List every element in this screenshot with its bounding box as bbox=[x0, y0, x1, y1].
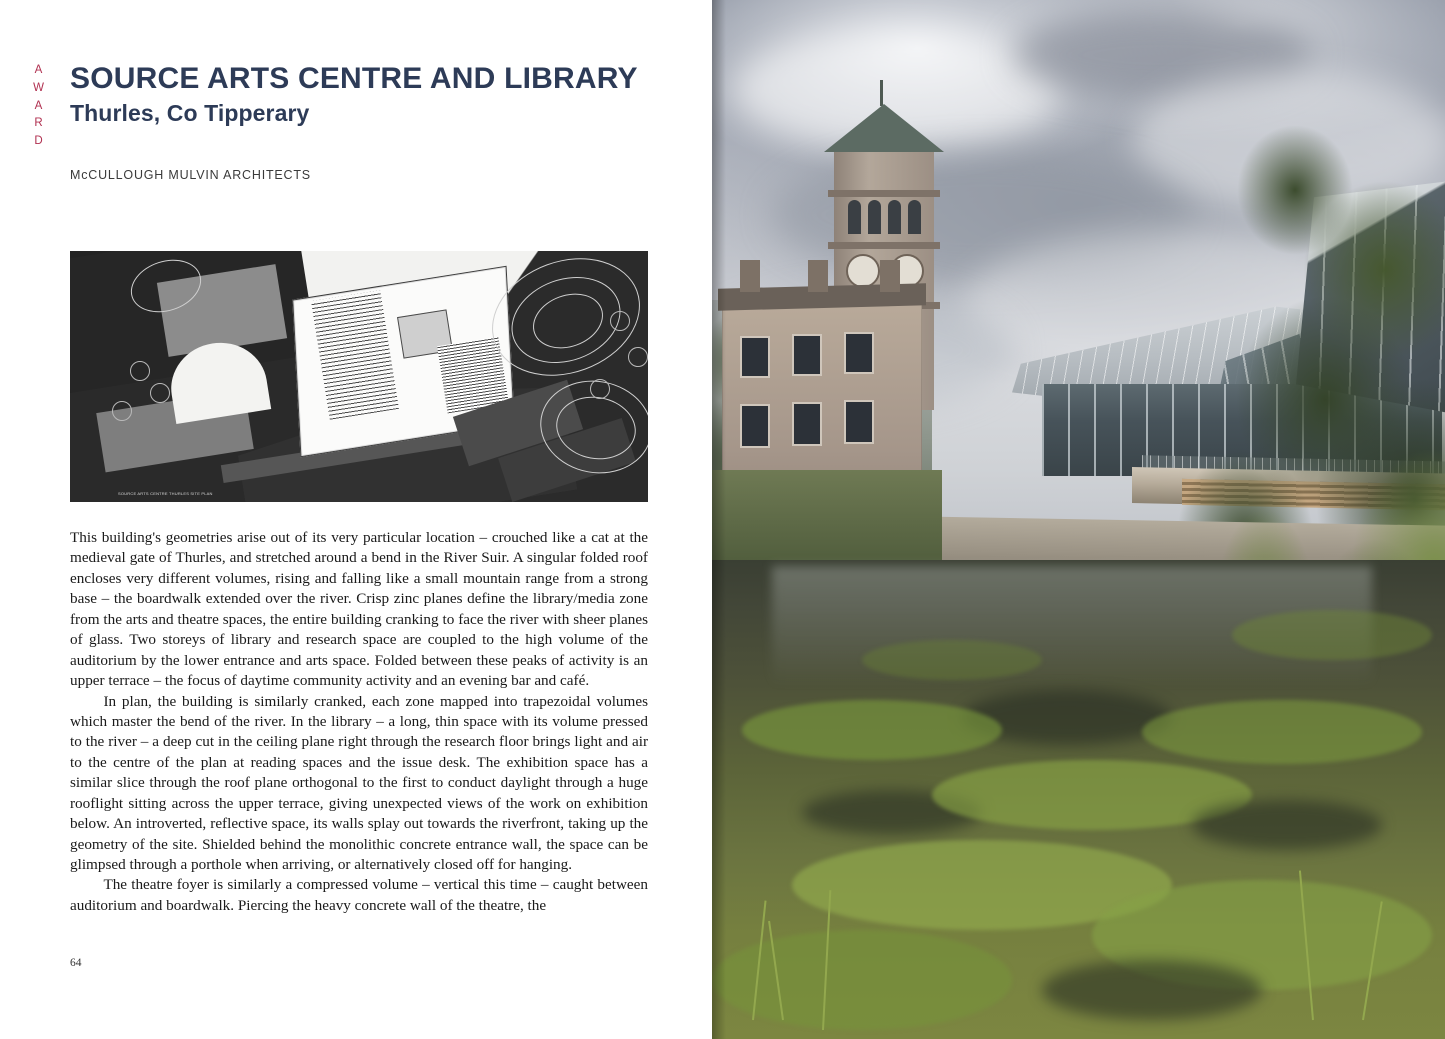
duckweed-patch-8 bbox=[862, 640, 1042, 680]
site-plan-figure bbox=[70, 251, 648, 502]
chimney-2 bbox=[808, 260, 828, 292]
clock-face-left bbox=[846, 254, 880, 288]
terrace-window-5 bbox=[792, 402, 822, 446]
chimney-3 bbox=[880, 260, 900, 292]
site-plan-tree-4 bbox=[610, 311, 630, 331]
tower-belfry-arch-3 bbox=[888, 200, 901, 234]
body-text bbox=[70, 528, 648, 916]
site-plan-tree-6 bbox=[590, 379, 610, 399]
award-tab-letter-5: D bbox=[34, 135, 44, 148]
page-title: SOURCE ARTS CENTRE AND LIBRARY bbox=[70, 62, 638, 95]
terrace-window-4 bbox=[740, 404, 770, 448]
left-page bbox=[0, 0, 712, 1039]
tower-finial bbox=[880, 80, 883, 106]
site-plan-tree-1 bbox=[130, 361, 150, 381]
body-paragraph-1: This building's geometries arise out of its very particular location – crouched like a cat at the medieval gate of Thurles, and stretched around a bend in the River Suir. A singular folded roof encloses very different volumes, rising and falling like a small mountain range from a strong base – the boardwalk extended over the river. Crisp zinc planes define the library/media zone from the arts and theatre spaces, the entire building cranking to face the river with sheer planes of glass. Two storeys of library and research space are coupled to the high volume of the auditorium by the lower entrance and arts space. Folded between these peaks of activity is an upper terrace – the focus of daytime community activity and an evening bar and café. bbox=[70, 529, 648, 690]
terrace-window-3 bbox=[844, 332, 874, 374]
duckweed-patch-1 bbox=[742, 700, 1002, 760]
site-plan-caption: SOURCE ARTS CENTRE THURLES SITE PLAN bbox=[118, 490, 213, 496]
site-plan-tree-2 bbox=[150, 383, 170, 403]
award-tab-letter-1: A bbox=[34, 64, 44, 76]
title-block bbox=[70, 62, 650, 127]
duckweed-patch-3 bbox=[1142, 700, 1422, 764]
tower-cornice-upper bbox=[828, 190, 940, 197]
site-plan-tree-5 bbox=[628, 347, 648, 367]
award-tab-letter-4: R bbox=[34, 117, 44, 130]
open-water-patch-3 bbox=[1192, 800, 1382, 850]
open-water-patch-4 bbox=[1042, 960, 1262, 1020]
page-subtitle: Thurles, Co Tipperary bbox=[70, 99, 310, 126]
terrace-window-2 bbox=[792, 334, 822, 376]
tower-belfry-arch-1 bbox=[848, 200, 861, 234]
body-paragraph-3: The theatre foyer is similarly a compressed volume – vertical this time – caught between auditorium and boardwalk. Piercing the heavy concrete wall of the theatre, the bbox=[70, 876, 648, 914]
architect-credit: McCULLOUGH MULVIN ARCHITECTS bbox=[70, 168, 311, 182]
right-page bbox=[712, 0, 1445, 1039]
site-plan-tree-3 bbox=[112, 401, 132, 421]
tower-belfry-arch-2 bbox=[868, 200, 881, 234]
award-tab-letter-3: A bbox=[34, 99, 44, 112]
duckweed-patch-7 bbox=[1232, 610, 1432, 660]
source-arts-centre-photograph bbox=[712, 0, 1445, 1039]
terrace-window-1 bbox=[740, 336, 770, 378]
page-number: 64 bbox=[70, 957, 82, 969]
tower-belfry-arch-4 bbox=[908, 200, 921, 234]
award-tab-letter-2: W bbox=[33, 81, 45, 94]
terrace-window-6 bbox=[844, 400, 874, 444]
chimney-1 bbox=[740, 260, 760, 292]
tower-cornice-mid bbox=[828, 242, 940, 249]
body-paragraph-2: In plan, the building is similarly cranked, each zone mapped into trapezoidal volumes which master the bend of the river. In the library – a long, thin space with its volume pressed to the river – a deep cut in the ceiling plane right through the research floor brings light and air to the centre of the plan at reading spaces and the issue desk. The exhibition space has a similar slice through the roof plane orthogonal to the first to conduct daylight through a huge rooflight sitting across the upper terrace, giving unexpected views of the work on exhibition below. An introverted, reflective space, its walls splay out towards the riverfront, taking up the geometry of the site. Shielded behind the monolithic concrete entrance wall, the space can be glimpsed through a porthole when arriving, or alternatively closed off for hanging. bbox=[70, 692, 648, 873]
award-side-tab bbox=[28, 62, 50, 151]
